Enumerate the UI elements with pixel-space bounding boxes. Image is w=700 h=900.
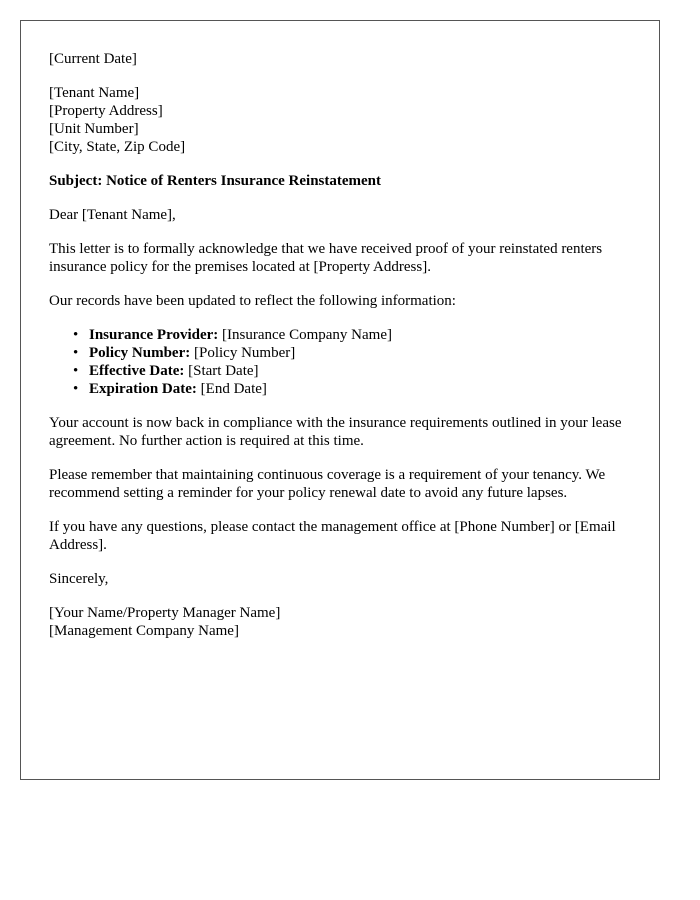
info-label: Expiration Date: bbox=[89, 381, 197, 397]
info-value: [Policy Number] bbox=[190, 345, 296, 361]
letter-subject: Subject: Notice of Renters Insurance Reinstatement bbox=[49, 173, 382, 189]
salutation: Dear [Tenant Name], bbox=[49, 207, 176, 223]
list-item bbox=[73, 344, 631, 362]
policy-info-list bbox=[49, 326, 631, 398]
list-item bbox=[73, 380, 631, 398]
signature-name: [Your Name/Property Manager Name] bbox=[49, 605, 281, 621]
body-paragraph-2: Our records have been updated to reflect the following information: bbox=[49, 293, 456, 309]
letter-page bbox=[20, 20, 660, 780]
bullet-icon: • bbox=[73, 327, 79, 343]
info-value: [End Date] bbox=[196, 381, 267, 397]
recipient-address: [Property Address] bbox=[49, 103, 163, 119]
info-label: Insurance Provider: bbox=[89, 327, 219, 343]
letter-date: [Current Date] bbox=[49, 51, 137, 67]
recipient-city: [City, State, Zip Code] bbox=[49, 139, 186, 155]
signature-block bbox=[49, 604, 631, 640]
recipient-block bbox=[49, 84, 631, 156]
body-paragraph-1: This letter is to formally acknowledge that we have received proof of your reinstated renters insurance policy for the premises located at [Property Address]. bbox=[49, 241, 603, 275]
info-label: Policy Number: bbox=[89, 345, 191, 361]
bullet-icon: • bbox=[73, 381, 79, 397]
body-paragraph-3: Your account is now back in compliance with the insurance requirements outlined in your lease agreement. No further action is required at this time. bbox=[49, 415, 622, 449]
list-item bbox=[73, 362, 631, 380]
body-paragraph-5: If you have any questions, please contact the management office at [Phone Number] or [Email Address]. bbox=[49, 519, 616, 553]
bullet-icon: • bbox=[73, 345, 79, 361]
recipient-unit: [Unit Number] bbox=[49, 121, 139, 137]
closing: Sincerely, bbox=[49, 571, 109, 587]
list-item bbox=[73, 326, 631, 344]
signature-company: [Management Company Name] bbox=[49, 623, 239, 639]
info-value: [Insurance Company Name] bbox=[218, 327, 392, 343]
body-paragraph-4: Please remember that maintaining continuous coverage is a requirement of your tenancy. We recommend setting a reminder for your policy renewal date to avoid any future lapses. bbox=[49, 467, 606, 501]
info-label: Effective Date: bbox=[89, 363, 185, 379]
bullet-icon: • bbox=[73, 363, 79, 379]
info-value: [Start Date] bbox=[184, 363, 259, 379]
recipient-name: [Tenant Name] bbox=[49, 85, 140, 101]
